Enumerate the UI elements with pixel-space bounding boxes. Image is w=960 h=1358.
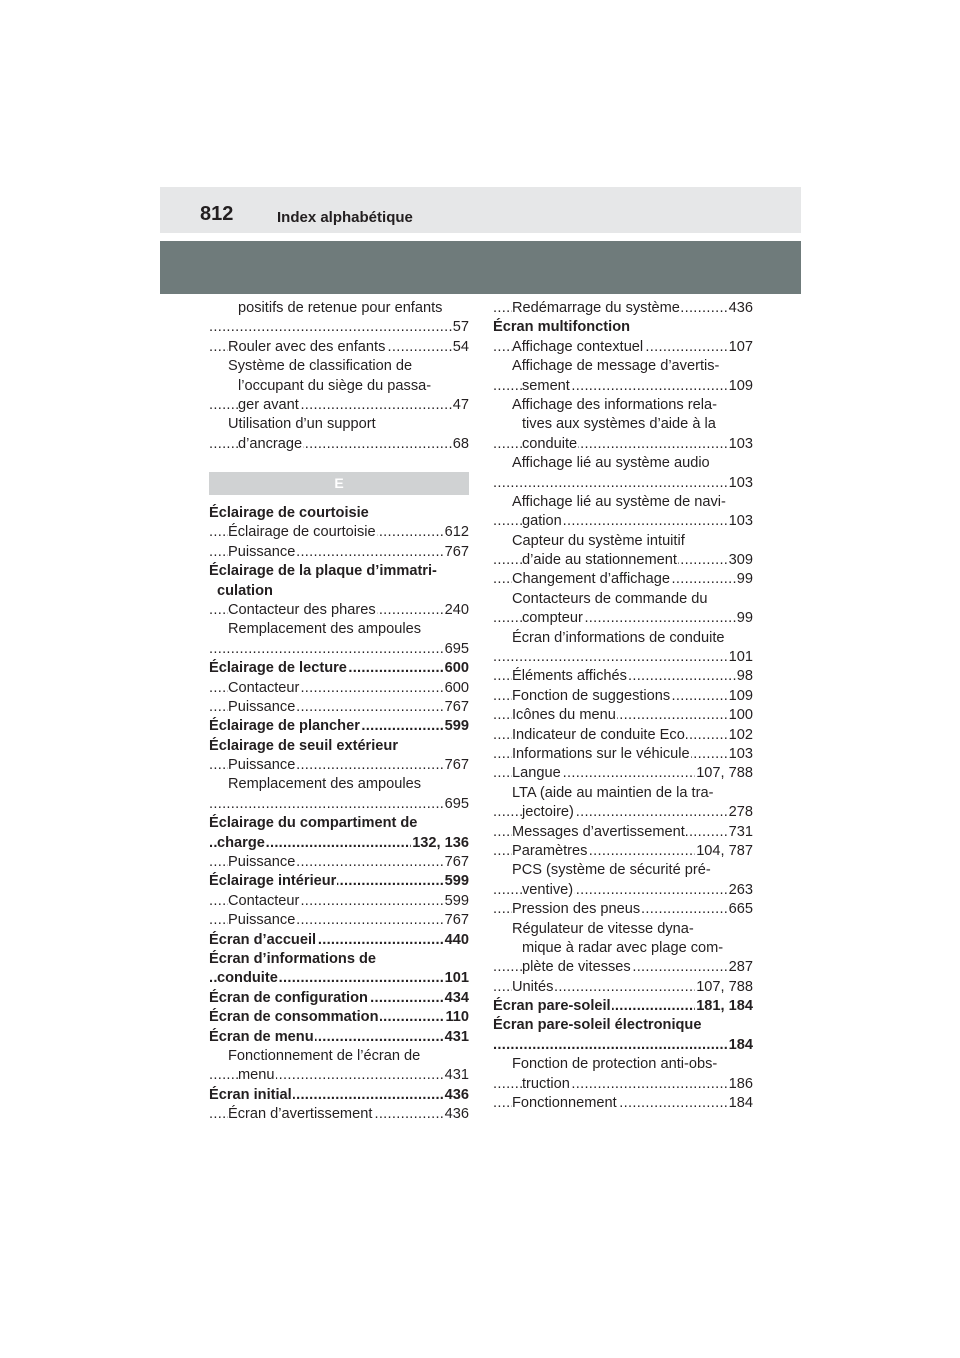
header-title: Index alphabétique (277, 209, 413, 226)
index-entry-label: Indicateur de conduite Eco (512, 726, 685, 743)
index-entry (493, 803, 753, 822)
index-entry-label: Régulateur de vitesse dyna- (512, 920, 694, 937)
index-entry-page: 101 (444, 969, 469, 988)
index-entry-label: Puissance (228, 698, 296, 715)
index-entry-page: 104, 787 (695, 842, 753, 861)
index-entry-label: Éclairage du compartiment de (209, 815, 418, 832)
index-entry-label: Rouler avec des enfants (228, 338, 386, 355)
index-entry-page: 240 (444, 601, 469, 620)
index-entry (493, 648, 753, 667)
index-entry (493, 861, 753, 880)
index-entry (493, 939, 753, 958)
index-entry-label: Éclairage de la plaque d’immatri- (209, 563, 437, 580)
index-entry (493, 823, 753, 842)
index-column-left-top (209, 299, 469, 454)
index-entry-label: Écran pare-soleil électronique (493, 1017, 702, 1034)
index-entry (493, 377, 753, 396)
index-entry-page: 287 (728, 958, 753, 977)
index-entry-page: 99 (736, 609, 753, 628)
index-entry-page: 132, 136 (411, 834, 469, 853)
index-entry-label: Écran d’informations de (209, 950, 377, 967)
index-entry-label: Contacteur des phares (228, 601, 376, 618)
index-entry-label: jectoire) (522, 804, 574, 821)
index-entry-page: 107, 788 (695, 978, 753, 997)
index-entry (209, 698, 469, 717)
index-entry-label: Affichage des informations rela- (512, 396, 717, 413)
index-entry-page: 599 (444, 872, 469, 891)
index-entry-page: 767 (444, 698, 469, 717)
index-entry-label: gation (522, 513, 562, 530)
index-entry-page: 767 (444, 543, 469, 562)
index-entry-label: Contacteur (228, 892, 300, 909)
index-entry-page: 767 (444, 911, 469, 930)
index-entry-page: 102 (728, 726, 753, 745)
index-entry-page: 98 (736, 667, 753, 686)
index-entry-page: 695 (444, 795, 469, 814)
index-entry-label: ger avant (238, 396, 299, 413)
index-entry (209, 814, 469, 833)
index-entry (209, 523, 469, 542)
index-entry-page: 181, 184 (695, 997, 753, 1016)
index-entry-page: 103 (728, 474, 753, 493)
index-entry (493, 551, 753, 570)
page-header (160, 187, 801, 233)
index-entry (209, 950, 469, 969)
index-entry-page: 599 (444, 892, 469, 911)
index-entry (493, 997, 753, 1016)
index-entry (493, 1016, 753, 1035)
index-entry (493, 338, 753, 357)
index-entry (209, 1105, 469, 1124)
index-column-left (209, 504, 469, 1125)
index-entry (209, 357, 469, 376)
index-entry (493, 512, 753, 531)
index-entry-label: Redémarrage du système (512, 300, 680, 316)
index-entry-page: 431 (444, 1028, 469, 1047)
index-entry-label: Changement d’affichage (512, 571, 670, 588)
index-entry (209, 620, 469, 639)
index-entry-label: Puissance (228, 757, 296, 774)
index-entry (493, 474, 753, 493)
index-entry-label: Remplacement des ampoules (228, 621, 422, 638)
index-entry-label: l’occupant du siège du passa- (238, 377, 432, 394)
index-entry (493, 900, 753, 919)
index-entry-page: 612 (444, 523, 469, 542)
index-entry (209, 756, 469, 775)
index-entry (493, 764, 753, 783)
index-entry (493, 784, 753, 803)
index-entry-label: Puissance (228, 543, 296, 560)
index-entry-page: 103 (728, 435, 753, 454)
index-entry-label: conduite (522, 435, 578, 452)
index-entry (493, 842, 753, 861)
index-entry-label: menu (238, 1067, 275, 1084)
index-entry-label: Remplacement des ampoules (228, 776, 422, 793)
index-entry (209, 582, 469, 601)
index-entry (493, 667, 753, 686)
index-entry-label: Pression des pneus (512, 901, 641, 918)
index-entry (209, 543, 469, 562)
index-entry-label: Langue (512, 765, 561, 782)
index-entry (493, 745, 753, 764)
index-entry (493, 590, 753, 609)
index-entry-label: truction (522, 1075, 570, 1092)
index-entry-page: 101 (728, 648, 753, 667)
index-entry (209, 853, 469, 872)
index-entry-page: 665 (728, 900, 753, 919)
index-entry-label: Éclairage de courtoisie (228, 524, 376, 541)
index-entry-label: LTA (aide au maintien de la tra- (512, 784, 714, 801)
index-entry-label: Écran d’avertissement (228, 1106, 373, 1123)
index-entry (209, 1086, 469, 1105)
index-entry-label: Puissance (228, 854, 296, 871)
index-entry-label: Affichage de message d’avertis- (512, 358, 720, 375)
index-entry-label: Paramètres (512, 842, 588, 859)
index-entry-label: Fonction de suggestions (512, 687, 671, 704)
index-entry (209, 377, 469, 396)
index-entry (493, 706, 753, 725)
index-entry-label: Écran multifonction (493, 319, 631, 336)
index-entry (209, 775, 469, 794)
index-entry-label: tives aux systèmes d’aide à la (522, 416, 716, 433)
index-entry-label: Icônes du menu (512, 707, 616, 724)
index-entry (209, 1047, 469, 1066)
index-entry (493, 357, 753, 376)
index-entry-page: 99 (736, 570, 753, 589)
index-entry-label: Système de classification de (228, 358, 413, 375)
page-number: 812 (200, 203, 234, 225)
index-entry-label: Écran de consommation (209, 1009, 379, 1026)
index-entry-label: Utilisation d’un support (228, 416, 376, 433)
index-entry-page: 440 (444, 931, 469, 950)
index-entry-page: 767 (444, 756, 469, 775)
index-entry-label: Écran pare-soleil (493, 998, 611, 1015)
index-entry-label: Affichage lié au système audio (512, 455, 710, 472)
index-entry-label: Messages d’avertissement (512, 823, 685, 840)
index-entry-label: sement (522, 377, 570, 394)
index-entry (209, 737, 469, 756)
index-entry (209, 601, 469, 620)
index-entry-page: 599 (444, 717, 469, 736)
index-entry (209, 892, 469, 911)
index-entry (209, 679, 469, 698)
index-entry (493, 415, 753, 434)
index-entry-page: 184 (728, 1036, 753, 1055)
index-entry (493, 958, 753, 977)
index-entry (209, 318, 469, 337)
index-entry-label: Écran initial (209, 1086, 292, 1103)
index-entry (209, 396, 469, 415)
index-entry-page: 431 (444, 1066, 469, 1085)
index-entry-label: ventive) (522, 881, 574, 898)
index-entry-label: Contacteurs de commande du (512, 590, 708, 607)
index-entry-page: 600 (444, 659, 469, 678)
index-entry-label: Affichage lié au système de navi- (512, 493, 726, 510)
index-entry-page: 278 (728, 803, 753, 822)
index-entry-label: Informations sur le véhicule (512, 745, 690, 762)
index-entry (209, 834, 469, 853)
index-entry-label: culation (217, 582, 273, 599)
index-entry (209, 969, 469, 988)
index-entry-label: Fonctionnement de l’écran de (228, 1047, 421, 1064)
index-entry-page: 100 (728, 706, 753, 725)
index-entry-page: 600 (444, 679, 469, 698)
index-entry-page: 68 (452, 435, 469, 454)
index-entry-label: mique à radar avec plage com- (522, 939, 724, 956)
index-entry-label: Unités (512, 978, 554, 995)
index-entry (493, 454, 753, 473)
index-entry-page: 695 (444, 640, 469, 659)
index-entry-label: plète de vitesses (522, 959, 631, 976)
index-entry-label: Écran d’informations de conduite (512, 629, 725, 646)
index-entry-page: 110 (444, 1008, 469, 1027)
index-entry (209, 415, 469, 434)
index-entry (493, 396, 753, 415)
index-entry (493, 318, 753, 337)
index-entry-page: 184 (728, 1094, 753, 1113)
index-entry-label: Écran de menu (209, 1028, 314, 1045)
section-letter-heading: E (209, 472, 469, 495)
index-entry (209, 640, 469, 659)
index-entry-label: positifs de retenue pour enfants (238, 300, 443, 316)
index-entry-page: 107 (728, 338, 753, 357)
index-entry (209, 1008, 469, 1027)
index-entry-page: 309 (728, 551, 753, 570)
index-entry-label: Éléments affichés (512, 668, 627, 685)
index-entry-label: Capteur du système intuitif (512, 532, 685, 549)
index-entry (209, 1066, 469, 1085)
index-entry (209, 717, 469, 736)
index-entry (493, 435, 753, 454)
index-entry-label: conduite (217, 970, 278, 987)
index-entry (493, 299, 753, 318)
index-entry (493, 1055, 753, 1074)
index-entry-page: 103 (728, 745, 753, 764)
index-entry-label: Écran d’accueil (209, 931, 317, 948)
index-entry-label: PCS (système de sécurité pré- (512, 862, 711, 879)
index-entry-label: d’aide au stationnement (522, 552, 677, 569)
index-entry-label: Éclairage de plancher (209, 718, 360, 735)
index-entry-label: d’ancrage (238, 435, 303, 452)
index-entry-label: Affichage contextuel (512, 338, 644, 355)
index-entry (209, 795, 469, 814)
index-entry-page: 109 (728, 377, 753, 396)
index-entry-label: compteur (522, 610, 583, 627)
index-entry (493, 493, 753, 512)
index-entry-page: 109 (728, 687, 753, 706)
index-entry-page: 731 (728, 823, 753, 842)
index-entry (493, 570, 753, 589)
index-entry-page: 54 (452, 338, 469, 357)
index-entry (209, 504, 469, 523)
index-entry (493, 687, 753, 706)
index-entry (209, 989, 469, 1008)
index-entry-label: Éclairage de seuil extérieur (209, 737, 399, 754)
index-entry (493, 978, 753, 997)
index-entry (493, 1075, 753, 1094)
index-entry-label: Écran de configuration (209, 989, 368, 1006)
index-entry-label: Puissance (228, 912, 296, 929)
index-entry (209, 435, 469, 454)
index-entry-page: 436 (728, 299, 753, 318)
index-entry-label: Éclairage intérieur (209, 873, 337, 890)
index-entry-label: Fonctionnement (512, 1095, 617, 1112)
index-entry (209, 659, 469, 678)
header-band (160, 241, 801, 294)
index-entry (493, 1094, 753, 1113)
index-entry (209, 931, 469, 950)
index-entry-page: 436 (444, 1086, 469, 1105)
index-entry-label: Fonction de protection anti-obs- (512, 1056, 718, 1073)
index-entry (209, 299, 469, 318)
index-entry-label: Éclairage de courtoisie (209, 505, 369, 521)
index-entry (209, 1028, 469, 1047)
index-entry (493, 920, 753, 939)
index-entry-page: 57 (452, 318, 469, 337)
index-entry-page: 103 (728, 512, 753, 531)
index-entry-label: Contacteur (228, 679, 300, 696)
index-entry (493, 881, 753, 900)
index-entry (493, 532, 753, 551)
index-entry-page: 263 (728, 881, 753, 900)
index-entry-page: 436 (444, 1105, 469, 1124)
index-entry (209, 562, 469, 581)
index-entry (493, 629, 753, 648)
index-entry-page: 47 (452, 396, 469, 415)
index-entry-page: 107, 788 (695, 764, 753, 783)
index-entry-page: 767 (444, 853, 469, 872)
index-entry-label: Éclairage de lecture (209, 660, 347, 677)
index-entry (493, 609, 753, 628)
index-entry (209, 338, 469, 357)
index-entry (209, 872, 469, 891)
index-column-right (493, 299, 753, 1113)
index-entry (493, 726, 753, 745)
index-entry-label: charge (217, 834, 265, 851)
index-entry (209, 911, 469, 930)
index-entry-page: 434 (444, 989, 469, 1008)
index-entry-page: 186 (728, 1075, 753, 1094)
index-entry (493, 1036, 753, 1055)
